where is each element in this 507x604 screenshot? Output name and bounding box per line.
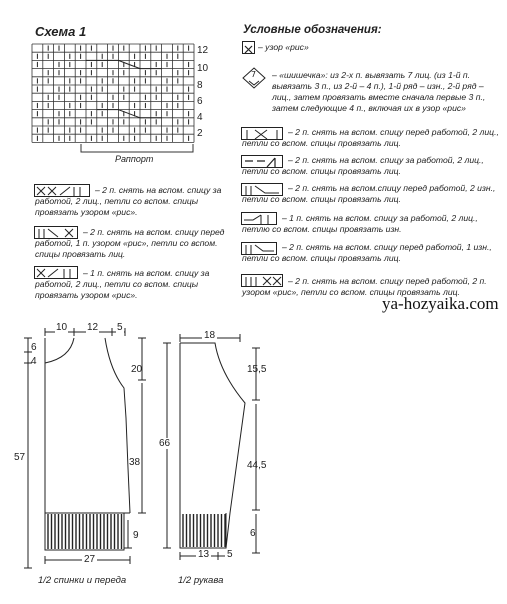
legend-left-item-3: – 1 п. снять на вспом. спицу за работой, 2 лиц., петли со вспом. спицы провязать узором «рис». — [35, 268, 210, 300]
legend-item-cable-2: – 2 п. снять на вспом. спицу перед работой, 2 лиц., петли со вспом. спицы провязать лиц. — [242, 127, 499, 148]
dim-half-width: 27 — [84, 554, 96, 565]
site-watermark: ya-hozyaika.com — [382, 294, 499, 313]
legend-left-item-1: – 2 п. снять на вспом. спицу за работой, 2 лиц., петли со вспом. спицы провязать узором «рис». — [35, 185, 222, 217]
dim-cuff-offset: 5 — [227, 549, 233, 560]
legend-item-cable-3: – 2 п. снять на вспом. спицу за работой, 2 лиц., петли со вспом. спицы провязать лиц. — [242, 155, 484, 176]
dim-sleeve-rib: 6 — [250, 528, 256, 539]
dim-sleeve-side: 44,5 — [247, 460, 267, 471]
dim-sleeve-top: 18 — [204, 330, 216, 341]
rice-stitch-symbol — [242, 41, 255, 54]
row-number-6: 6 — [197, 96, 203, 107]
dim-armhole-depth: 20 — [131, 364, 143, 375]
row-number-10: 10 — [197, 63, 209, 74]
svg-text:7: 7 — [251, 70, 257, 79]
repeat-label: Раппорт — [115, 154, 154, 164]
dim-sleeve-cap: 15,5 — [247, 364, 267, 375]
legend-item-bobble: – «шишечка»: из 2-х п. вывязать 7 лиц. (из 1-й п. вывязать 3 п., из 2-й – 4 п.), 1-й ряд – изн., 2-й ряд – лиц., затем провязать вместе сначала первые 3 п., затем следующие 4 п., включая их в узор «рис» — [272, 70, 486, 113]
legend-item-rice: – узор «рис» — [258, 42, 309, 52]
legend-item-cable-6: – 2 п. снять на вспом. спицу перед работой, 1 изн., петли со вспом. спицы провязать лиц. — [242, 242, 492, 263]
row-number-8: 8 — [197, 80, 203, 91]
dim-neck-depth-6: 6 — [31, 342, 37, 353]
legend-title: Условные обозначения: — [243, 24, 382, 36]
legend-left-item-2: – 2 п. снять на вспом. спицу перед работой, 1 п. узором «рис», петли со вспом. спицы провязать лиц. — [35, 227, 225, 259]
body-pattern-caption: 1/2 спинки и переда — [38, 575, 127, 586]
dim-armhole-offset: 5 — [117, 322, 123, 333]
dim-rib-height: 9 — [133, 530, 139, 541]
row-number-2: 2 — [197, 128, 203, 139]
legend-item-cable-5: – 1 п. снять на вспом. спицу за работой, 2 лиц., петлю со вспом. спицы провязать изн. — [242, 213, 478, 234]
legend-item-cable-7: – 2 п. снять на вспом. спицу перед работой, 2 п. узором «рис», петли со вспом. спицы провязать лиц. — [242, 276, 487, 297]
dim-neck-depth-4: 4 — [31, 356, 37, 367]
row-number-12: 12 — [197, 45, 209, 56]
dim-side-length: 38 — [129, 457, 141, 468]
bobble-symbol — [241, 66, 267, 90]
dim-shoulder-width: 12 — [87, 322, 99, 333]
scheme-title: Схема 1 — [35, 24, 87, 39]
dim-total-length: 57 — [14, 452, 26, 463]
dim-cuff-width: 13 — [198, 549, 210, 560]
sleeve-pattern-caption: 1/2 рукава — [178, 575, 224, 586]
dim-neck-width: 10 — [56, 322, 68, 333]
legend-item-cable-4: – 2 п. снять на вспом.спицу перед работой, 2 изн., петли со вспом. спицы провязать лиц. — [242, 183, 496, 204]
row-number-4: 4 — [197, 112, 203, 123]
dim-sleeve-length: 66 — [159, 438, 171, 449]
